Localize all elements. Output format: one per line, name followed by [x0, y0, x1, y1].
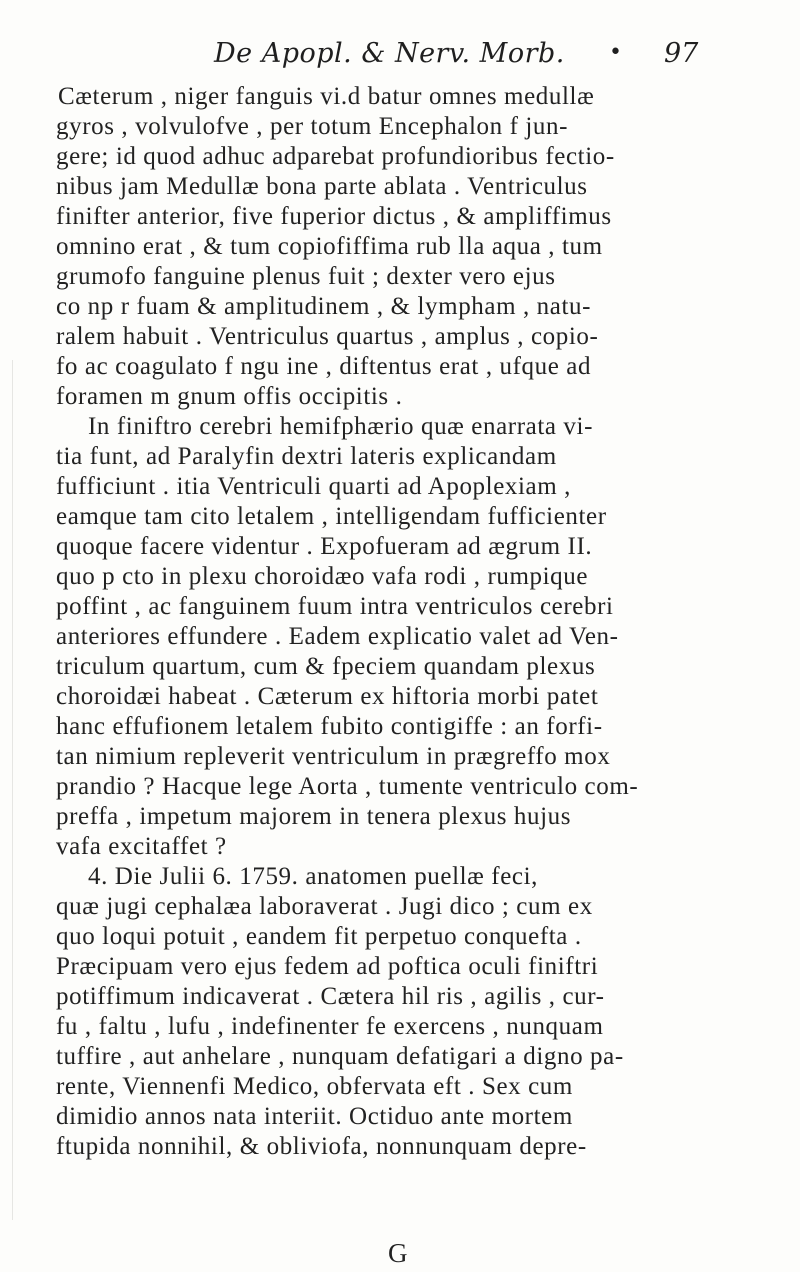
running-title: De Apopl. & Nerv. Morb. [214, 38, 565, 69]
text-line: anteriores effundere . Eadem explicatio valet ad Ven- [56, 623, 619, 650]
page-number: 97 [664, 38, 699, 69]
header-separator: • [609, 40, 622, 65]
text-line: eamque tam cito letalem , intelligendam fufficienter [56, 503, 607, 530]
text-line: Cæterum , niger fanguis vi.d batur omnes medullæ [58, 83, 595, 110]
text-line: omnino erat , & tum copiofiffima rub lla aqua , tum [56, 233, 603, 260]
text-line: fu , faltu , lufu , indefinenter fe exercens , nunquam [56, 1013, 604, 1040]
text-line: tuffire , aut anhelare , nunquam defatigari a digno pa- [56, 1043, 624, 1070]
text-line: hanc effufionem letalem fubito contigiffe : an forfi- [56, 713, 603, 740]
text-line: quoque facere videntur . Expofueram ad ægrum II. [56, 533, 593, 560]
text-line: Præcipuam vero ejus fedem ad poftica oculi finiftri [56, 953, 599, 980]
text-line: fo ac coagulato f ngu ine , diftentus erat , ufque ad [56, 353, 592, 380]
text-line: foramen m gnum offis occipitis . [56, 383, 403, 410]
text-line: co np r fuam & amplitudinem , & lympham , natu- [56, 293, 592, 320]
text-line: quo loqui potuit , eandem fit perpetuo conquefta . [56, 923, 582, 950]
text-line: poffint , ac fanguinem fuum intra ventriculos cerebri [56, 593, 614, 620]
text-line: triculum quartum, cum & fpeciem quandam plexus [56, 653, 596, 680]
text-line: finifter anterior, five fuperior dictus , & ampliffimus [56, 203, 612, 230]
text-line: prandio ? Hacque lege Aorta , tumente ventriculo com- [56, 773, 639, 800]
text-line: gere; id quod adhuc adparebat profundioribus fectio- [56, 143, 615, 170]
text-line: nibus jam Medullæ bona parte ablata . Ventriculus [56, 173, 588, 200]
page-header [0, 38, 800, 78]
text-line: tan nimium repleverit ventriculum in prægreffo mox [56, 743, 611, 770]
text-line: quæ jugi cephalæa laboraverat . Jugi dico ; cum ex [56, 893, 593, 920]
text-line: fufficiunt . itia Ventriculi quarti ad Apoplexiam , [56, 473, 571, 500]
signature-mark: G [388, 1238, 408, 1268]
text-line: choroidæi habeat . Cæterum ex hiftoria morbi patet [56, 683, 599, 710]
text-line: vafa excitaffet ? [56, 833, 227, 860]
text-line: In finiftro cerebri hemifphærio quæ enarrata vi- [88, 413, 594, 440]
text-line: tia funt, ad Paralyfin dextri lateris explicandam [56, 443, 557, 470]
text-line: quo p cto in plexu choroidæo vafa rodi , rumpique [56, 563, 589, 590]
text-line: ftupida nonnihil, & obliviofa, nonnunquam depre- [56, 1133, 587, 1160]
gutter-shadow [12, 360, 13, 1220]
text-line: grumofo fanguine plenus fuit ; dexter vero ejus [56, 263, 556, 290]
text-line: ralem habuit . Ventriculus quartus , amplus , copio- [56, 323, 599, 350]
text-line: 4. Die Julii 6. 1759. anatomen puellæ feci, [88, 863, 539, 890]
text-line: gyros , volvulofve , per totum Encephalon f jun- [56, 113, 569, 140]
text-line: dimidio annos nata interiit. Octiduo ante mortem [56, 1103, 573, 1130]
text-line: rente, Viennenfi Medico, obfervata eft . Sex cum [56, 1073, 573, 1100]
text-line: potiffimum indicaverat . Cætera hil ris , agilis , cur- [56, 983, 605, 1010]
text-line: preffa , impetum majorem in tenera plexus hujus [56, 803, 572, 830]
